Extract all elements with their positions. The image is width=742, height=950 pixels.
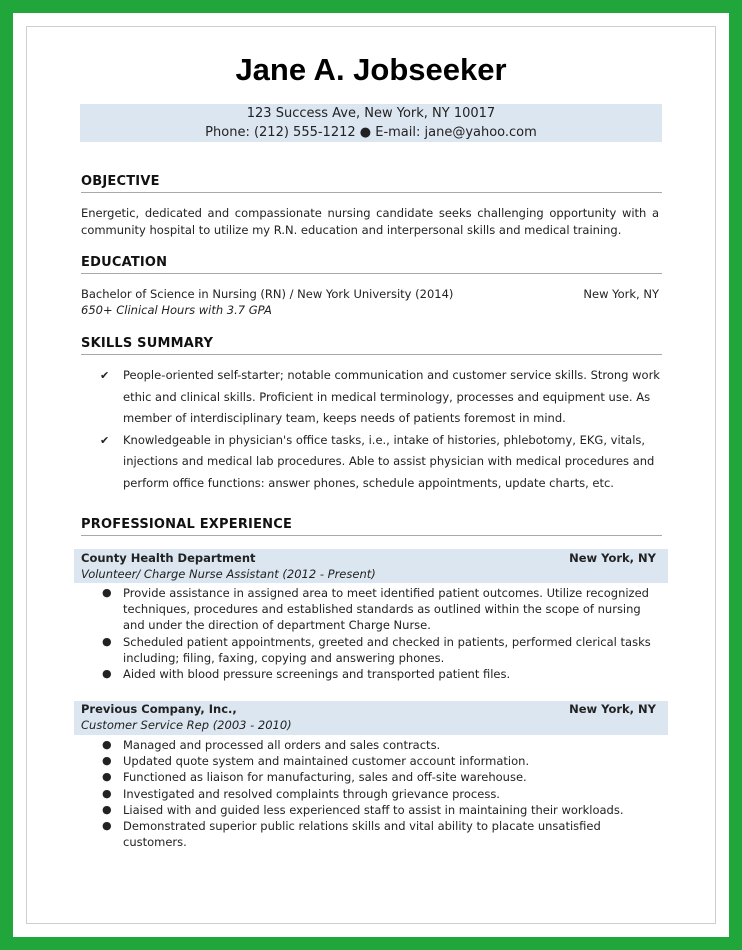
job-bullet xyxy=(100,786,662,802)
phone-email-line: Phone: (212) 555-1212 ● E-mail: jane@yahoo.com xyxy=(205,125,537,140)
bullet-icon: ● xyxy=(102,634,112,648)
job-bullet xyxy=(100,769,662,785)
checkmark-icon: ✔ xyxy=(100,433,110,447)
contact-band xyxy=(80,104,662,142)
bullet-icon: ● xyxy=(102,586,112,599)
bullet-text: Managed and processed all orders and sales contracts. xyxy=(123,738,441,752)
job-bullet xyxy=(100,753,662,769)
bullet-icon: ● xyxy=(102,770,112,784)
job-employer: Previous Company, Inc., xyxy=(81,702,237,716)
job-location: New York, NY xyxy=(569,702,656,716)
skills-heading: SKILLS SUMMARY xyxy=(81,336,662,355)
bullet-icon: ● xyxy=(102,786,112,800)
job-bullet xyxy=(100,737,662,753)
job-role: Customer Service Rep (2003 - 2010) xyxy=(81,718,292,732)
bullet-text: Liaised with and guided less experienced staff to assist in maintaining their workloads. xyxy=(123,802,624,817)
bullet-text: Demonstrated superior public relations skills and vital ability to placate unsatisfied customers. xyxy=(123,819,601,850)
job-bullet xyxy=(100,585,662,634)
bullet-icon: ● xyxy=(102,819,112,833)
bullet-text: Provide assistance in assigned area to meet identified patient outcomes. Utilize recognized techniques, procedures and established standards as outlined within the scope of nursing and under the direction of department Charge Nurse. xyxy=(123,586,649,633)
education-degree: Bachelor of Science in Nursing (RN) / New York University (2014) xyxy=(81,287,454,301)
job-employer: County Health Department xyxy=(81,551,256,565)
address-line: 123 Success Ave, New York, NY 10017 xyxy=(246,106,496,121)
checkmark-icon: ✔ xyxy=(100,369,110,382)
job-role: Volunteer/ Charge Nurse Assistant (2012 - Present) xyxy=(81,567,376,581)
bullet-icon: ● xyxy=(102,667,112,681)
objective-text: Energetic, dedicated and compassionate nursing candidate seeks challenging opportunity with a community hospital to utilize my R.N. education and interpersonal skills and medical training. xyxy=(81,206,659,237)
experience-heading: PROFESSIONAL EXPERIENCE xyxy=(81,517,662,536)
skills-list xyxy=(100,365,662,494)
skill-item xyxy=(100,430,662,495)
job-bullet xyxy=(100,666,662,682)
bullet-text: Aided with blood pressure screenings and transported patient files. xyxy=(123,667,511,682)
bullet-icon: ● xyxy=(102,802,112,816)
bullet-text: Investigated and resolved complaints through grievance process. xyxy=(123,786,500,801)
education-location: New York, NY xyxy=(583,287,659,301)
job-bullet xyxy=(100,802,662,818)
bullet-text: Functioned as liaison for manufacturing, sales and off-site warehouse. xyxy=(123,770,527,785)
skill-item xyxy=(100,365,662,430)
bullet-text: Updated quote system and maintained customer account information. xyxy=(123,754,530,769)
job-bullet xyxy=(100,634,662,666)
objective-heading: OBJECTIVE xyxy=(81,174,662,193)
skill-text: People-oriented self-starter; notable communication and customer service skills. Strong work ethic and clinical skills. Proficient in medical terminology, processes and equipment use. As member of interdisciplinary team, keeps needs of patients foremost in mind. xyxy=(123,368,660,425)
education-detail: 650+ Clinical Hours with 3.7 GPA xyxy=(81,303,272,317)
job-location: New York, NY xyxy=(569,551,656,565)
job-bullets xyxy=(100,737,662,850)
education-heading: EDUCATION xyxy=(81,255,662,274)
bullet-text: Scheduled patient appointments, greeted and checked in patients, performed clerical tasks including; filing, faxing, copying and answering phones. xyxy=(123,634,651,665)
job-bullet xyxy=(100,818,662,850)
candidate-name: Jane A. Jobseeker xyxy=(235,52,507,87)
bullet-icon: ● xyxy=(102,754,112,768)
bullet-icon: ● xyxy=(102,738,112,751)
skill-text: Knowledgeable in physician's office tasks, i.e., intake of histories, phlebotomy, EKG, vitals, injections and medical lab procedures. Able to assist physician with medical procedures and perform office functions: answer phones, schedule appointments, update charts, etc. xyxy=(123,432,655,490)
job-bullets xyxy=(100,585,662,682)
education-degree-row xyxy=(81,286,659,302)
